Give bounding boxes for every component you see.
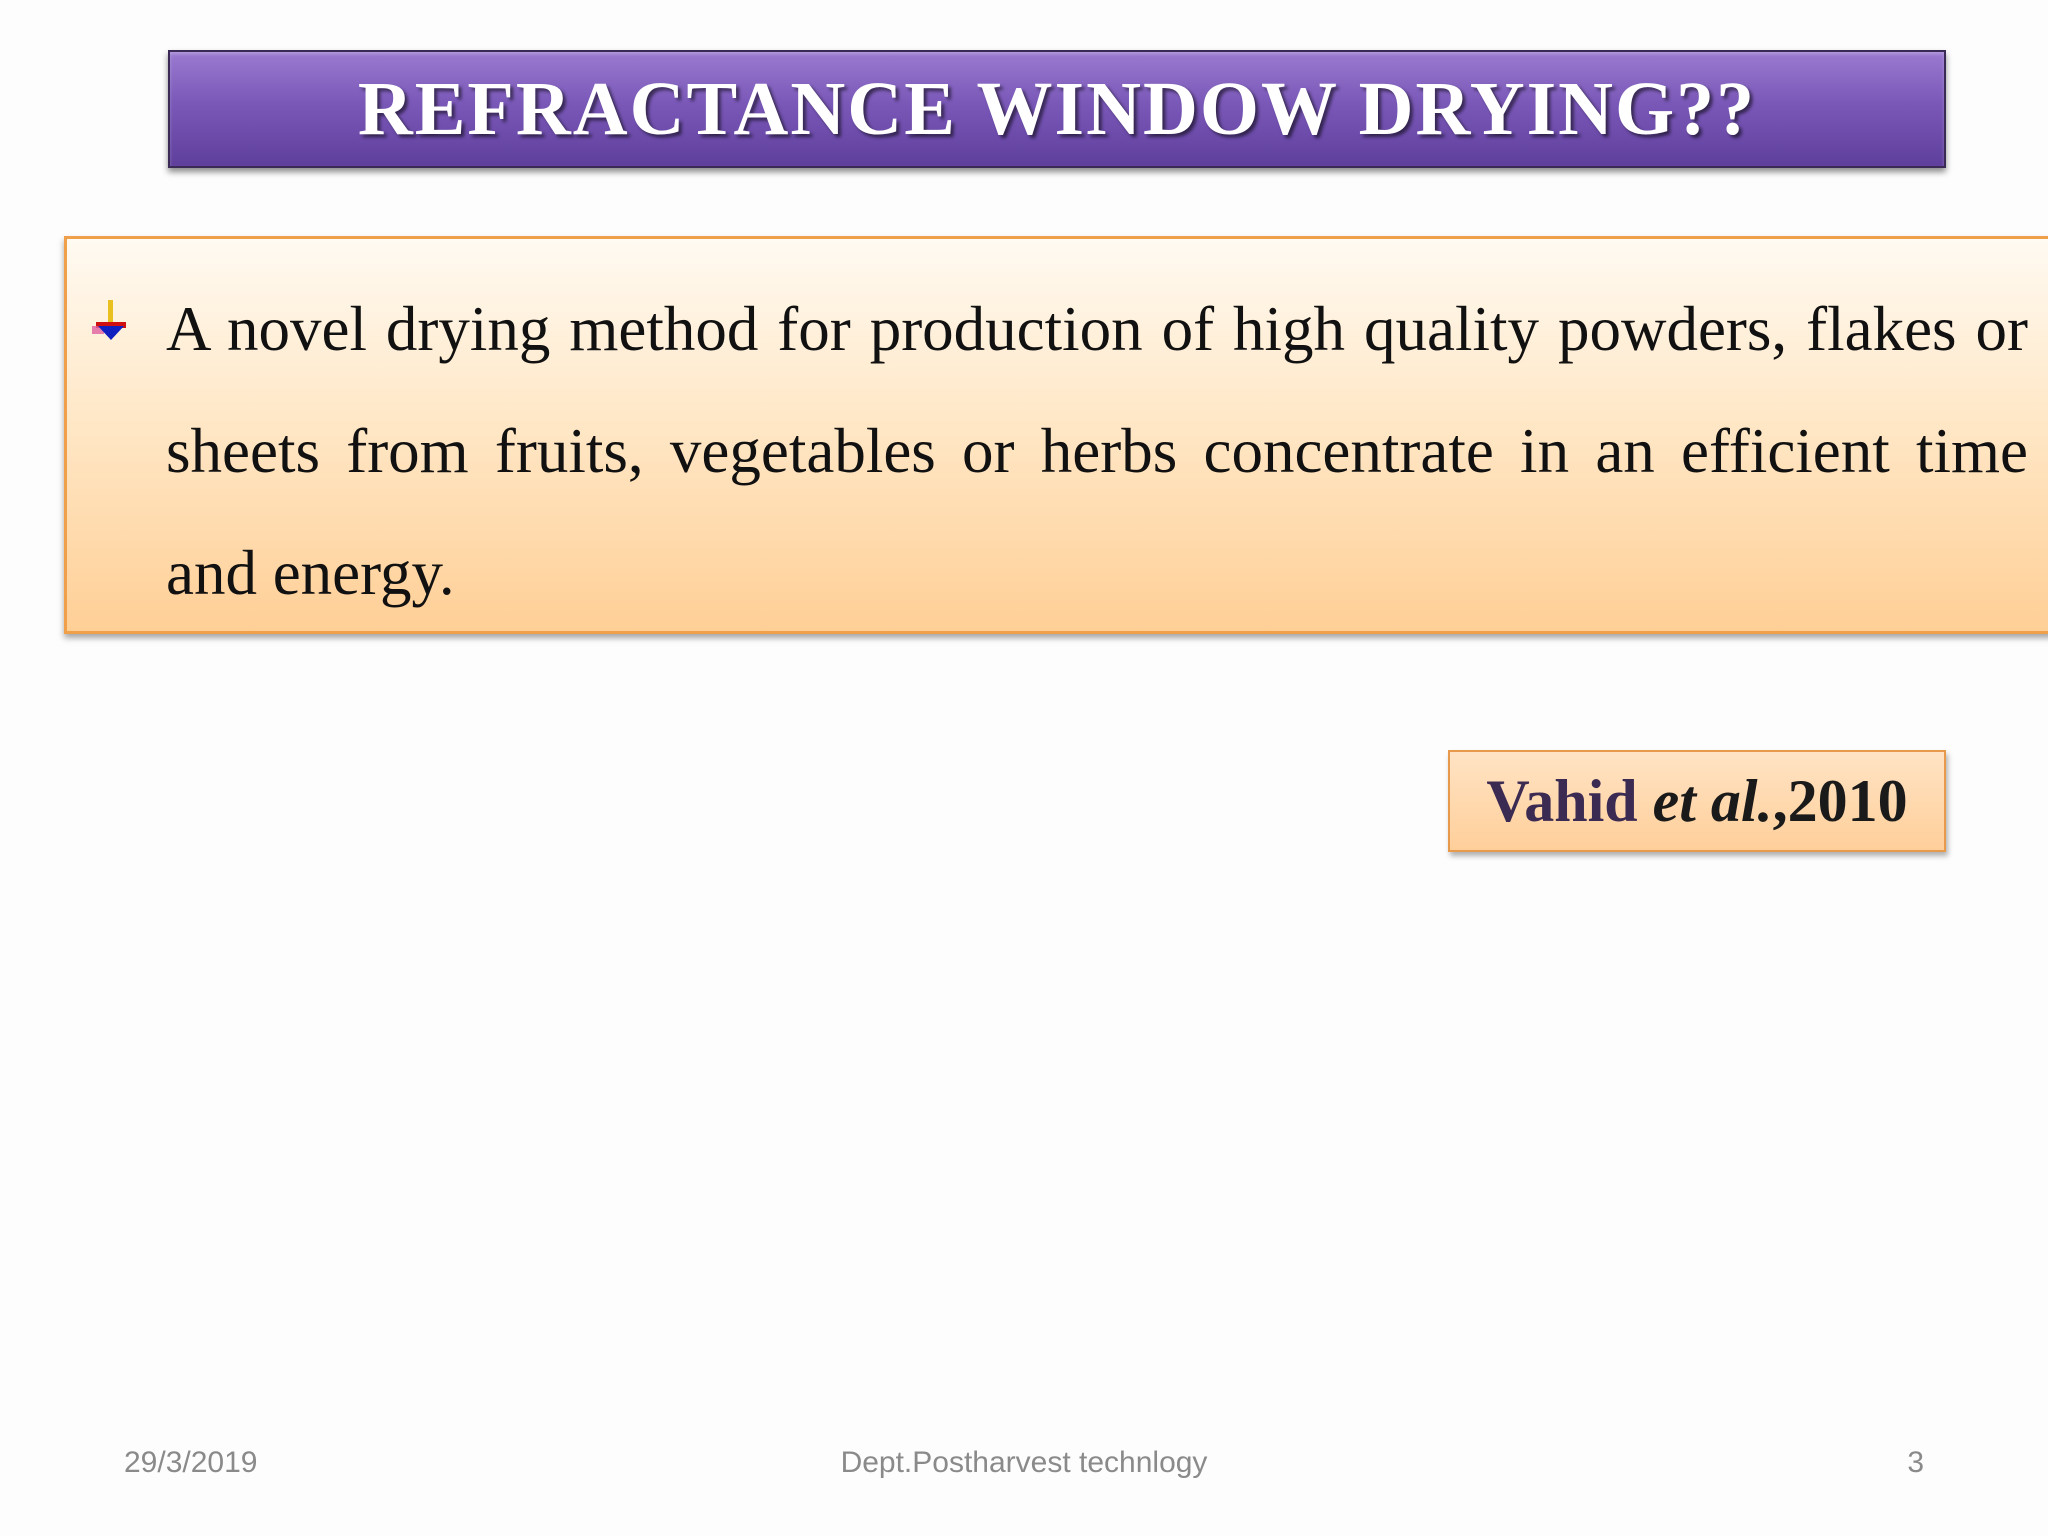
footer-department: Dept.Postharvest technlogy	[840, 1446, 1208, 1479]
footer-date: 29/3/2019	[124, 1446, 258, 1479]
citation-year: ,2010	[1772, 767, 1908, 834]
citation	[1486, 767, 1907, 836]
citation-box	[1448, 750, 1946, 852]
slide-number: 3	[1907, 1446, 1924, 1479]
citation-etal: et al.	[1652, 767, 1773, 834]
slide-title: REFRACTANCE WINDOW DRYING??	[357, 66, 1757, 151]
citation-author: Vahid	[1486, 767, 1638, 834]
title-banner	[168, 50, 1946, 168]
bullet-text: A novel drying method for production of high quality powders, flakes or sheets from fruits, vegetables or herbs concentrate in an efficient time and energy.	[166, 294, 2028, 608]
bullet-arrow-icon	[88, 298, 134, 344]
